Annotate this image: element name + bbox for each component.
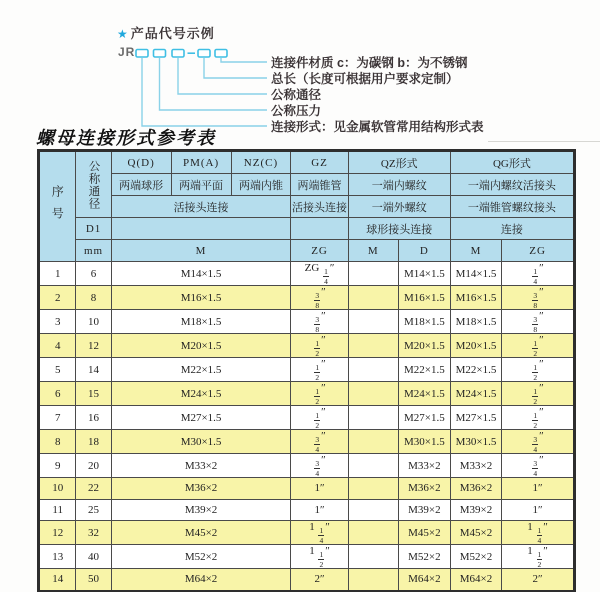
cell-zg: $\frac{1}{2}$ ″ (291, 382, 348, 406)
cell-seq: 7 (39, 406, 76, 430)
cell-qz_d: M20×1.5 (398, 334, 450, 358)
cell-qg_m: M33×2 (450, 454, 501, 478)
cell-qg_m: M27×1.5 (450, 406, 501, 430)
cell-seq: 9 (39, 454, 76, 478)
header-gz-sub: 两端锥管 (291, 174, 348, 196)
cell-qg_zg: $\frac{3}{4}$ ″ (502, 454, 574, 478)
cell-qg_m: M18×1.5 (450, 310, 501, 334)
header-col-nz: NZ(C) (231, 151, 291, 174)
diagram-label-material: 连接件材质 c：为碳钢 b：为不锈钢 (271, 56, 468, 70)
header-qz-sub1: 一端内螺纹 (348, 174, 450, 196)
cell-mm: 40 (76, 545, 111, 569)
cell-qz_d: M33×2 (398, 454, 450, 478)
header-qg-sub1: 一端内螺纹活接头 (450, 174, 574, 196)
cell-qg_m: M14×1.5 (450, 262, 501, 286)
diagram-title (117, 23, 215, 42)
cell-qz_m (348, 569, 398, 591)
cell-mm: 18 (76, 430, 111, 454)
cell-qz_m (348, 478, 398, 500)
header-col-pm: PM(A) (171, 151, 231, 174)
header-qz-d: D (398, 240, 450, 262)
cell-zg: 1″ (291, 499, 348, 521)
cell-qz_d: M14×1.5 (398, 262, 450, 286)
cell-qg_zg: $\frac{3}{8}$ ″ (502, 286, 574, 310)
cell-mm: 22 (76, 478, 111, 500)
cell-qg_m: M39×2 (450, 499, 501, 521)
cell-mm: 8 (76, 286, 111, 310)
cell-zg: 1 $\frac{1}{4}$ ″ (291, 521, 348, 545)
connector-line-1 (221, 58, 267, 62)
code-box-1 (136, 50, 148, 58)
header-q-sub: 两端球形 (111, 174, 171, 196)
cell-qg_m: M36×2 (450, 478, 501, 500)
cell-zg: 1″ (291, 478, 348, 500)
cell-qg_zg: 1″ (502, 499, 574, 521)
cell-m: M30×1.5 (111, 430, 291, 454)
cell-qg_m: M24×1.5 (450, 382, 501, 406)
header-nominal-diameter: 公称通径 (76, 151, 111, 218)
table-row (39, 499, 574, 521)
cell-qz_m (348, 358, 398, 382)
cell-qz_d: M64×2 (398, 569, 450, 591)
table-row (39, 310, 574, 334)
cell-qg_zg: 1 $\frac{1}{4}$ ″ (502, 521, 574, 545)
header-qg-sub2: 一端锥管螺纹接头 (450, 196, 574, 218)
cell-qz_d: M30×1.5 (398, 430, 450, 454)
cell-zg: $\frac{1}{2}$ ″ (291, 334, 348, 358)
table-row (39, 382, 574, 406)
cell-m: M14×1.5 (111, 262, 291, 286)
table-title: 螺母连接形式参考表 (36, 128, 216, 149)
scan-artifact-line (488, 141, 600, 142)
code-prefix: JR (118, 45, 136, 59)
cell-mm: 12 (76, 334, 111, 358)
cell-qz_m (348, 499, 398, 521)
header-col-qz: QZ形式 (348, 151, 450, 174)
header-seq: 序号 (39, 151, 76, 262)
cell-qz_m (348, 406, 398, 430)
cell-qg_m: M22×1.5 (450, 358, 501, 382)
table-body (39, 262, 574, 591)
cell-zg: $\frac{3}{4}$ ″ (291, 430, 348, 454)
diagram-label-diameter: 公称通径 (271, 88, 322, 102)
cell-qg_zg: $\frac{1}{2}$ ″ (502, 406, 574, 430)
cell-mm: 15 (76, 382, 111, 406)
header-qg-conn: 连接 (450, 218, 574, 240)
table-row (39, 286, 574, 310)
header-col-gz: GZ (291, 151, 348, 174)
cell-seq: 4 (39, 334, 76, 358)
header-col-q: Q(D) (111, 151, 171, 174)
table-row (39, 569, 574, 591)
cell-m: M22×1.5 (111, 358, 291, 382)
header-mm: mm (76, 240, 111, 262)
cell-m: M20×1.5 (111, 334, 291, 358)
cell-qz_d: M18×1.5 (398, 310, 450, 334)
code-box-5 (215, 50, 227, 58)
cell-qg_m: M20×1.5 (450, 334, 501, 358)
diagram-label-conn-form: 连接形式：见金属软管常用结构形式表 (271, 120, 484, 134)
cell-qz_d: M27×1.5 (398, 406, 450, 430)
cell-qg_zg: $\frac{3}{4}$ ″ (502, 430, 574, 454)
cell-m: M18×1.5 (111, 310, 291, 334)
cell-qz_d: M52×2 (398, 545, 450, 569)
header-m: M (111, 240, 291, 262)
table-row (39, 430, 574, 454)
cell-m: M36×2 (111, 478, 291, 500)
cell-seq: 6 (39, 382, 76, 406)
cell-mm: 14 (76, 358, 111, 382)
code-box-3 (172, 50, 184, 58)
header-empty-gz (291, 218, 348, 240)
cell-m: M24×1.5 (111, 382, 291, 406)
cell-seq: 2 (39, 286, 76, 310)
cell-qz_m (348, 310, 398, 334)
cell-qz_d: M45×2 (398, 521, 450, 545)
cell-seq: 8 (39, 430, 76, 454)
connector-line-3 (178, 58, 267, 94)
cell-mm: 6 (76, 262, 111, 286)
cell-qg_m: M16×1.5 (450, 286, 501, 310)
table-row (39, 454, 574, 478)
diagram-label-pressure: 公称压力 (271, 104, 322, 118)
cell-qg_zg: $\frac{1}{2}$ ″ (502, 334, 574, 358)
diagram-title-text: 产品代号示例 (130, 26, 215, 41)
table-row (39, 334, 574, 358)
header-qg-m: M (450, 240, 501, 262)
header-pm-sub: 两端平面 (171, 174, 231, 196)
cell-seq: 14 (39, 569, 76, 591)
cell-qg_m: M30×1.5 (450, 430, 501, 454)
table-row (39, 478, 574, 500)
cell-qz_d: M16×1.5 (398, 286, 450, 310)
table-row (39, 521, 574, 545)
cell-qg_m: M64×2 (450, 569, 501, 591)
cell-qz_m (348, 454, 398, 478)
diagram-label-length: 总长（长度可根据用户要求定制） (271, 72, 459, 86)
cell-zg: $\frac{1}{2}$ ″ (291, 358, 348, 382)
cell-m: M33×2 (111, 454, 291, 478)
code-box-2 (154, 50, 166, 58)
cell-zg: $\frac{3}{4}$ ″ (291, 454, 348, 478)
star-icon: ★ (117, 27, 129, 41)
cell-qz_d: M39×2 (398, 499, 450, 521)
cell-qg_zg: 1 $\frac{1}{2}$ ″ (502, 545, 574, 569)
header-qz-conn: 球形接头连接 (348, 218, 450, 240)
header-qg-zg: ZG (502, 240, 574, 262)
cell-m: M39×2 (111, 499, 291, 521)
header-union-span: 活接头连接 (111, 196, 291, 218)
cell-qz_m (348, 334, 398, 358)
table-row (39, 406, 574, 430)
cell-qz_d: M36×2 (398, 478, 450, 500)
cell-qz_d: M22×1.5 (398, 358, 450, 382)
cell-qg_m: M45×2 (450, 521, 501, 545)
cell-qg_zg: 2″ (502, 569, 574, 591)
cell-qz_m (348, 430, 398, 454)
header-empty-m (111, 218, 291, 240)
cell-mm: 16 (76, 406, 111, 430)
cell-qz_m (348, 382, 398, 406)
cell-seq: 13 (39, 545, 76, 569)
cell-zg: $\frac{1}{2}$ ″ (291, 406, 348, 430)
cell-seq: 12 (39, 521, 76, 545)
cell-qz_d: M24×1.5 (398, 382, 450, 406)
cell-seq: 11 (39, 499, 76, 521)
cell-qg_zg: $\frac{1}{2}$ ″ (502, 382, 574, 406)
cell-seq: 1 (39, 262, 76, 286)
header-col-qg: QG形式 (450, 151, 574, 174)
cell-mm: 10 (76, 310, 111, 334)
cell-zg: $\frac{3}{8}$ ″ (291, 286, 348, 310)
cell-qg_zg: $\frac{3}{8}$ ″ (502, 310, 574, 334)
cell-qz_m (348, 545, 398, 569)
cell-m: M64×2 (111, 569, 291, 591)
header-qz-m: M (348, 240, 398, 262)
table-row (39, 358, 574, 382)
cell-seq: 3 (39, 310, 76, 334)
cell-zg: 2″ (291, 569, 348, 591)
connector-line-4 (160, 58, 268, 110)
table-row (39, 545, 574, 569)
cell-mm: 50 (76, 569, 111, 591)
cell-qg_m: M52×2 (450, 545, 501, 569)
cell-zg: ZG $\frac{1}{4}$ ″ (291, 262, 348, 286)
cell-m: M27×1.5 (111, 406, 291, 430)
cell-m: M16×1.5 (111, 286, 291, 310)
code-box-4 (198, 50, 210, 58)
cell-qg_zg: $\frac{1}{2}$ ″ (502, 358, 574, 382)
cell-seq: 5 (39, 358, 76, 382)
header-nz-sub: 两端内锥 (231, 174, 291, 196)
header-d1: D1 (76, 218, 111, 240)
cell-m: M52×2 (111, 545, 291, 569)
nut-connection-reference-table (38, 150, 575, 592)
cell-qz_m (348, 286, 398, 310)
cell-mm: 20 (76, 454, 111, 478)
cell-qg_zg: 1″ (502, 478, 574, 500)
header-gz-union: 活接头连接 (291, 196, 348, 218)
cell-seq: 10 (39, 478, 76, 500)
connector-line-2 (204, 58, 267, 78)
header-zg: ZG (291, 240, 348, 262)
cell-zg: $\frac{3}{8}$ ″ (291, 310, 348, 334)
cell-zg: 1 $\frac{1}{2}$ ″ (291, 545, 348, 569)
cell-mm: 32 (76, 521, 111, 545)
header-qz-sub2: 一端外螺纹 (348, 196, 450, 218)
cell-qg_zg: $\frac{1}{4}$ ″ (502, 262, 574, 286)
table-header (39, 151, 574, 262)
cell-m: M45×2 (111, 521, 291, 545)
cell-qz_m (348, 262, 398, 286)
cell-mm: 25 (76, 499, 111, 521)
cell-qz_m (348, 521, 398, 545)
table-row (39, 262, 574, 286)
